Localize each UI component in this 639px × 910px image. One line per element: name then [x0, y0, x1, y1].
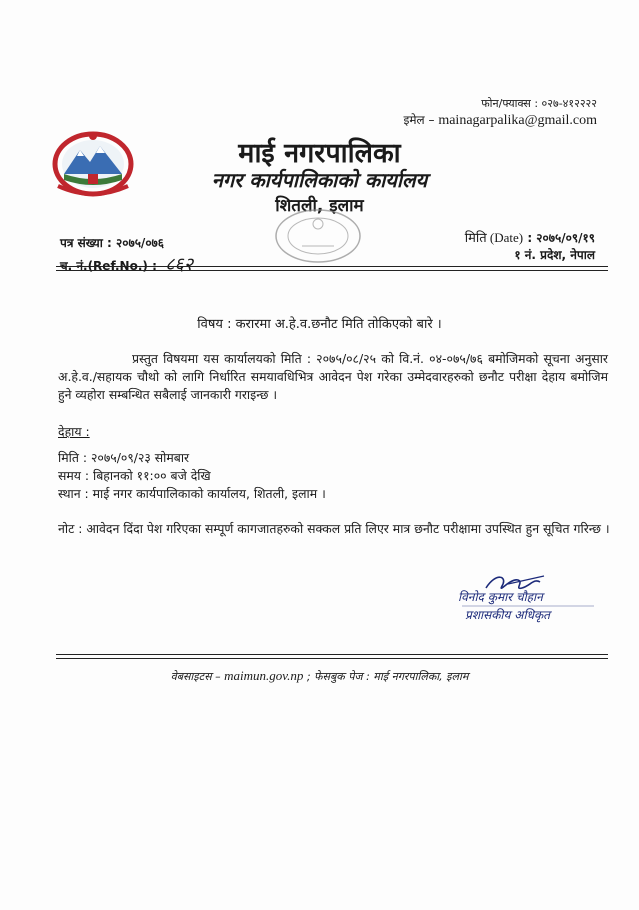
office-location: शितली, इलाम — [275, 196, 364, 216]
signatory-title: प्रशासकीय अधिकृत — [465, 608, 551, 622]
note: नोट : आवेदन दिंदा पेश गरिएका सम्पूर्ण कागजातहरुको सक्कल प्रति लिएर मात्र छनौट परीक्षामा उपस्थित हुन सूचित गरिन्छ । — [58, 521, 610, 536]
footer-divider-bottom — [56, 658, 608, 659]
exam-time: समय : बिहानको ११:०० बजे देखि — [58, 468, 211, 483]
email-address: mainagarpalika@gmail.com — [438, 113, 597, 128]
header-divider-bottom — [56, 270, 608, 271]
province: १ नं. प्रदेश, नेपाल — [514, 248, 595, 262]
facebook-page: ; फेसबुक पेज : माई नगरपालिका, इलाम — [306, 670, 469, 683]
email-line — [403, 111, 597, 129]
footer-divider-top — [56, 654, 608, 655]
office-name: नगर कार्यपालिकाको कार्यालय — [211, 168, 428, 192]
signatory-name: विनोद कुमार चौहान — [458, 590, 543, 604]
details-heading: देहाय : — [58, 424, 90, 439]
header-divider-top — [56, 266, 608, 267]
footer — [0, 668, 639, 684]
ref-label: च. नं.(Ref.No.) : — [60, 259, 157, 273]
body-text: प्रस्तुत विषयमा यस कार्यालयको मिति : २०७५/०८/२५ को वि.नं. ०४-०७५/७६ बमोजिमको सूचना अनुसार अ.हे.व./सहायक चौथो को लागि निर्धारित समयावधिभित्र आवेदन पेश गरेका उम्मेदवारहरुको छनौट परीक्षा देहाय बमोजिम हुने व्यहोरा सम्बन्धित सबैलाई जानकारी गराइन्छ । — [58, 351, 608, 402]
org-name: माई नगरपालिका — [238, 138, 401, 169]
ref-handwritten: ८६२ — [165, 254, 194, 275]
subject: विषय : करारमा अ.हे.व.छनौट मिति तोकिएको बारे । — [197, 317, 442, 332]
exam-place: स्थान : माई नगर कार्यपालिकाको कार्यालय, शितली, इलाम । — [58, 486, 326, 501]
date-label: मिति (Date) — [464, 230, 524, 245]
letter-number: पत्र संख्या : २०७५/०७६ — [60, 236, 165, 250]
exam-date: मिति : २०७५/०९/२३ सोमबार — [58, 450, 190, 465]
date-value: : २०७५/०९/१९ — [527, 231, 595, 245]
office-stamp-icon — [272, 206, 364, 266]
ref-number — [60, 252, 193, 276]
email-prefix: इमेल – — [403, 113, 435, 127]
body-paragraph — [58, 350, 608, 404]
website-link[interactable]: maimun.gov.np — [224, 668, 304, 683]
phone-fax: फोन/फ्याक्स : ०२७-४१२२२२ — [481, 97, 597, 110]
website-prefix: वेबसाइटस – — [170, 670, 221, 683]
date-line — [465, 228, 595, 246]
